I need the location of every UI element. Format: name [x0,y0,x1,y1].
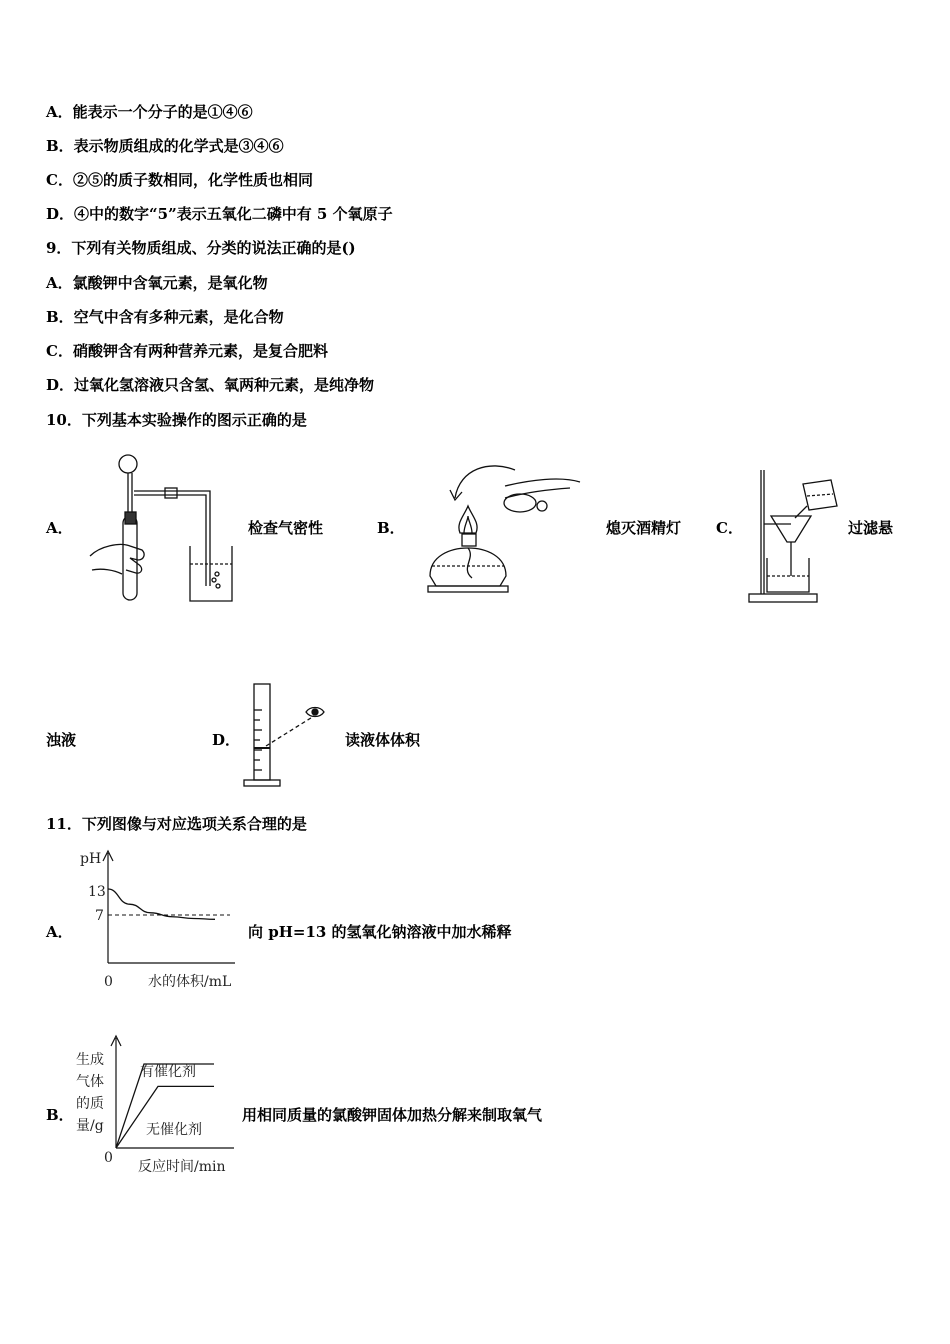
q11-stem: 11．下列图像与对应选项关系合理的是 [46,815,307,833]
chart-b-origin: 0 [104,1150,113,1166]
q11-a-letter: A． [46,923,73,941]
q10-b-letter: B． [377,519,405,537]
q10-b-text: 熄灭酒精灯 [606,519,682,537]
series-label-with-catalyst: 有催化剂 [140,1064,196,1080]
series-without-catalyst [116,1086,214,1148]
q8-option-a: A．能表示一个分子的是①④⑥ [46,103,253,121]
q10-c-text-2: 浊液 [46,731,77,749]
chart-b-ylabel-1: 生成 [76,1052,104,1068]
q11-b-letter: B． [46,1106,74,1124]
q9-option-d: D．过氧化氢溶液只含氢、氧两种元素，是纯净物 [46,376,375,394]
chart-a-xlabel: 水的体积/mL [148,974,232,990]
q9-option-c: C．硝酸钾含有两种营养元素，是复合肥料 [46,342,328,360]
q10-a-letter: A． [46,519,73,537]
chart-b-xlabel: 反应时间/min [138,1159,226,1175]
q9-option-a: A．氯酸钾中含氧元素，是氧化物 [46,274,268,292]
q10-a-text: 检查气密性 [248,519,324,537]
ph-dilution-chart [70,845,255,995]
chart-b-ylabel-4: 量/g [76,1118,104,1134]
chart-b-ylabel-3: 的质 [76,1096,104,1112]
q10-c-letter: C． [716,519,743,537]
chart-a-ytick-13: 13 [88,884,106,900]
alcohol-lamp-figure [420,458,585,598]
q9-option-b: B．空气中含有多种元素，是化合物 [46,308,284,326]
airtightness-check-figure [80,446,240,606]
q11-a-text: 向 pH=13 的氢氧化钠溶液中加水稀释 [248,923,512,941]
q8-option-c: C．②⑤的质子数相同，化学性质也相同 [46,171,313,189]
q10-stem: 10．下列基本实验操作的图示正确的是 [46,411,307,429]
series-label-without-catalyst: 无催化剂 [146,1122,202,1138]
q8-option-d: D．④中的数字“5”表示五氧化二磷中有 5 个氧原子 [46,205,393,223]
q9-stem: 9．下列有关物质组成、分类的说法正确的是() [46,239,356,257]
q10-d-letter: D． [212,731,241,749]
q10-d-text: 读液体体积 [345,731,421,749]
chart-a-origin: 0 [104,974,113,990]
chart-a-ylabel: pH [80,851,102,867]
q10-c-text-1: 过滤悬 [848,519,894,537]
q8-option-b: B．表示物质组成的化学式是③④⑥ [46,137,284,155]
q11-b-text: 用相同质量的氯酸钾固体加热分解来制取氧气 [242,1106,543,1124]
chart-b-ylabel-2: 气体 [76,1074,104,1090]
graduated-cylinder-figure [236,680,336,790]
chart-a-ytick-7: 7 [95,908,104,924]
oxygen-production-chart [74,1030,244,1180]
filtration-figure [745,466,845,606]
